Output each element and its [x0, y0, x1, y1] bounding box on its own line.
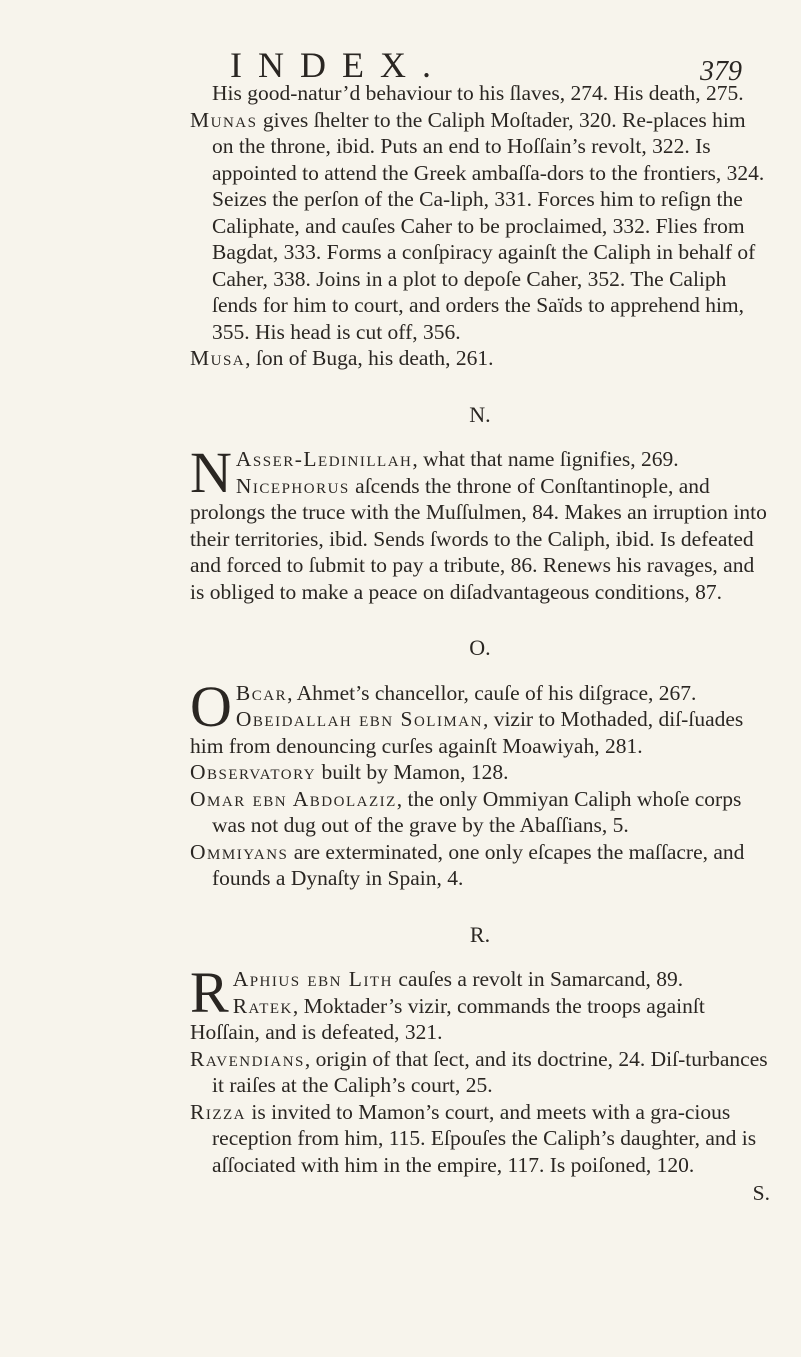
entry-text: cauſes a revolt in Samarcand, 89. — [392, 967, 684, 991]
entry-headword: Nicephorus — [235, 473, 350, 498]
index-entry — [190, 107, 770, 346]
index-entry — [190, 1046, 770, 1099]
entry-headword: Omar ebn Abdolaziz — [190, 786, 397, 811]
drop-cap: N — [190, 440, 232, 505]
entry-headword: Obeidallah ebn Soliman — [235, 707, 483, 731]
entry-text: , origin of that ſect, and its doctrine, 24. Diſ-turbances it raiſes at the Caliph’s court, 25. — [212, 1046, 768, 1097]
entry-text: His good-natur’d behaviour to his ſlaves, 274. His death, 275. — [212, 81, 744, 105]
catchword: S. — [752, 1181, 770, 1205]
index-entry — [190, 786, 770, 839]
entry-headword: Ratek — [232, 993, 293, 1018]
entry-text: is invited to Mamon’s court, and meets with a gra-cious reception from him, 115. Eſpouſes the Caliph’s daughter, and is aſſociated with him in the empire, 117. Is poiſoned, 120. — [212, 1099, 757, 1177]
running-head: INDEX. — [230, 45, 447, 85]
entry-headword: Rizza — [190, 1099, 246, 1124]
entry-text: gives ſhelter to the Caliph Moſtader, 320. Re-places him on the throne, ibid. Puts an end to Hoſſain’s revolt, 322. Is appointed to attend the Greek ambaſſa-dors to the frontiers, 324. Seizes the perſon of the Ca-liph, 331. Forces him to reſign the Caliphate, and cauſes Caher to be proclaimed, 332. Flies from Bagdat, 333. Forms a conſpiracy againſt the Caliph in behalf of Caher, 338. Joins in a plot to depoſe Caher, 352. The Caliph ſends for him to court, and orders the Saïds to apprehend him, 355. His head is cut off, 356. — [212, 107, 765, 344]
entry-text: are exterminated, one only eſcapes the maſſacre, and founds a Dynaſty in Spain, 4. — [212, 839, 745, 890]
section-heading-n: N. — [469, 401, 491, 427]
entry-headword: Musa — [190, 346, 246, 370]
entry-headword: Aphius ebn Lith — [232, 967, 393, 991]
index-entry — [190, 759, 770, 786]
entry-text: aſcends the throne of Conſtantinople, and prolongs the truce with the Muſſulmen, 84. Makes an irruption into their territories, ibid. Sends ſwords to the Caliph, ibid. Is defeated and forced to ſubmit to pay a tribute, 86. Renews his ravages, and is obliged to make a peace on diſadvantageous conditions, 87. — [190, 473, 767, 604]
entry-text: , vizir to Mothaded, diſ-ſuades him from denouncing curſes againſt Moawiyah, 281. — [190, 707, 744, 758]
entry-headword: Observatory — [190, 760, 317, 784]
entry-headword: Ravendians — [190, 1046, 305, 1071]
entry-text: , Ahmet’s chancellor, cauſe of his diſgrace, 267. — [287, 680, 697, 705]
index-entry — [190, 80, 770, 107]
section-heading-r: R. — [469, 921, 491, 947]
page-number: 379 — [700, 56, 742, 87]
entry-text: , what that name ſignifies, 269. — [412, 447, 679, 471]
entry-text: , the only Ommiyan Caliph whoſe corps was not dug out of the grave by the Abaſſians, 5. — [212, 786, 742, 837]
drop-cap: O — [190, 673, 232, 739]
entry-headword: Bcar — [235, 680, 288, 705]
index-entry — [190, 440, 770, 605]
index-entry — [190, 839, 770, 892]
section-heading-o: O. — [469, 635, 491, 660]
drop-cap: R — [190, 960, 229, 1025]
entry-text: built by Mamon, 128. — [316, 760, 509, 784]
entry-headword: Ommiyans — [190, 839, 289, 864]
entry-headword: Asser-Ledinillah — [235, 447, 413, 471]
index-entry — [190, 673, 770, 760]
entry-headword: Munas — [190, 107, 258, 132]
index-text — [190, 80, 770, 1228]
index-entry — [190, 345, 770, 372]
entry-text: , ſon of Buga, his death, 261. — [245, 346, 494, 370]
index-entry — [190, 1099, 770, 1179]
index-entry — [190, 960, 770, 1046]
entry-text: , Moktader’s vizir, commands the troops againſt Hoſſain, and is defeated, 321. — [190, 993, 705, 1044]
